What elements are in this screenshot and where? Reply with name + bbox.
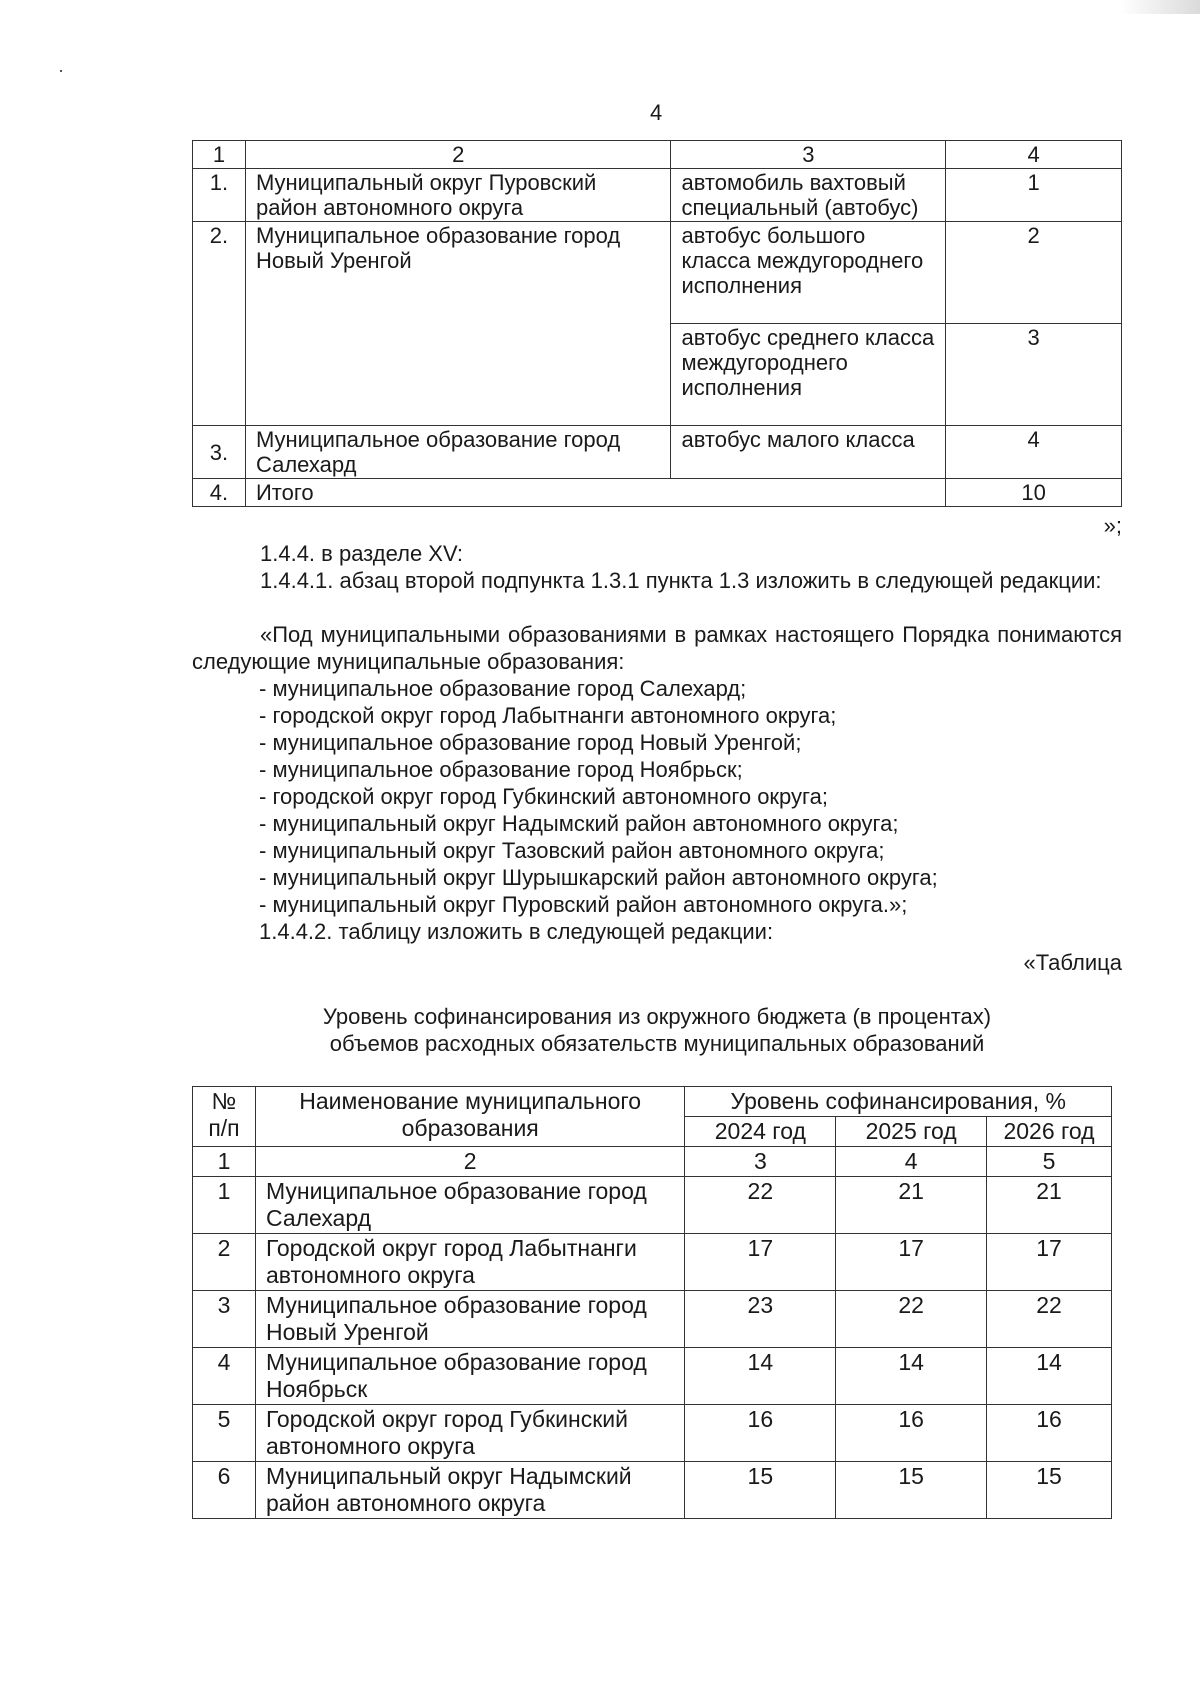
municipality-name: Городской округ город Губкинский автономного округа [255, 1405, 684, 1462]
header-number: № п/п [193, 1087, 256, 1147]
total-label: Итого [245, 479, 945, 507]
table-row [193, 1405, 1112, 1462]
table-row [193, 169, 1122, 222]
row-number: 1 [193, 1177, 256, 1234]
value-2026: 17 [987, 1234, 1112, 1291]
table-title-line: объемов расходных обязательств муниципальных образований [329, 1031, 985, 1056]
row-number: 4 [193, 1348, 256, 1405]
value-2025: 16 [836, 1405, 987, 1462]
column-number-row [193, 1147, 1112, 1177]
municipality-name: Муниципальное образование город Салехард [255, 1177, 684, 1234]
paragraph: «Под муниципальными образованиями в рамках настоящего Порядка понимаются следующие муниципальные образования: [192, 622, 1122, 674]
row-number: 4. [193, 479, 246, 507]
header-year: 2024 год [685, 1117, 836, 1147]
value-2024: 17 [685, 1234, 836, 1291]
vehicle-count: 2 [946, 222, 1122, 324]
vehicle-count: 1 [946, 169, 1122, 222]
closing-quote: »; [1103, 513, 1122, 538]
value-2026: 22 [987, 1291, 1112, 1348]
row-number: 3. [193, 426, 246, 479]
header-cell: 4 [946, 141, 1122, 169]
value-2024: 23 [685, 1291, 836, 1348]
value-2026: 14 [987, 1348, 1112, 1405]
column-number: 4 [836, 1147, 987, 1177]
value-2024: 22 [685, 1177, 836, 1234]
vehicle-type: автобус большого класса междугороднего исполнения [671, 222, 946, 324]
total-count: 10 [946, 479, 1122, 507]
vehicle-count: 4 [946, 426, 1122, 479]
vehicle-type: автомобиль вахтовый специальный (автобус) [671, 169, 946, 222]
table-row [193, 1177, 1112, 1234]
table-header-row [193, 1087, 1112, 1117]
value-2025: 14 [836, 1348, 987, 1405]
value-2025: 17 [836, 1234, 987, 1291]
value-2026: 16 [987, 1405, 1112, 1462]
header-year: 2025 год [836, 1117, 987, 1147]
list-item: - муниципальное образование город Салехард; [259, 676, 747, 701]
list-item: - муниципальный округ Шурышкарский район автономного округа; [259, 865, 938, 890]
row-number: 5 [193, 1405, 256, 1462]
row-number: 6 [193, 1462, 256, 1519]
row-number: 2 [193, 1234, 256, 1291]
value-2026: 15 [987, 1462, 1112, 1519]
header-municipality: Наименование муниципального образования [255, 1087, 684, 1147]
table-title-line: Уровень софинансирования из окружного бюджета (в процентах) [322, 1004, 992, 1029]
table-row [193, 1291, 1112, 1348]
paragraph: 1.4.4.1. абзац второй подпункта 1.3.1 пункта 1.3 изложить в следующей редакции: [260, 568, 1102, 593]
list-item: - муниципальный округ Пуровский район автономного округа.»; [259, 892, 908, 917]
scan-artifact [1120, 0, 1200, 14]
value-2024: 16 [685, 1405, 836, 1462]
table-total-row [193, 479, 1122, 507]
table-row [193, 1234, 1112, 1291]
value-2026: 21 [987, 1177, 1112, 1234]
header-level: Уровень софинансирования, % [685, 1087, 1112, 1117]
municipality-name: Муниципальное образование город Новый Уренгой [245, 222, 671, 426]
list-item: - городской округ город Губкинский автономного округа; [259, 784, 828, 809]
value-2025: 15 [836, 1462, 987, 1519]
header-cell: 1 [193, 141, 246, 169]
list-item: - городской округ город Лабытнанги автономного округа; [259, 703, 837, 728]
table-label: «Таблица [1023, 950, 1122, 975]
municipality-name: Городской округ город Лабытнанги автономного округа [255, 1234, 684, 1291]
vehicle-type: автобус среднего класса междугороднего исполнения [671, 324, 946, 426]
value-2024: 15 [685, 1462, 836, 1519]
list-item: - муниципальный округ Надымский район автономного округа; [259, 811, 899, 836]
header-cell: 3 [671, 141, 946, 169]
column-number: 2 [255, 1147, 684, 1177]
header-year: 2026 год [987, 1117, 1112, 1147]
municipality-name: Муниципальное образование город Салехард [245, 426, 671, 479]
table-row [193, 426, 1122, 479]
value-2025: 21 [836, 1177, 987, 1234]
table-header-row [193, 141, 1122, 169]
vehicle-type: автобус малого класса [671, 426, 946, 479]
row-number: 1. [193, 169, 246, 222]
value-2024: 14 [685, 1348, 836, 1405]
header-cell: 2 [245, 141, 671, 169]
column-number: 5 [987, 1147, 1112, 1177]
row-number: 2. [193, 222, 246, 426]
paragraph: 1.4.4.2. таблицу изложить в следующей редакции: [259, 919, 774, 944]
scan-speck [60, 70, 62, 72]
municipality-name: Муниципальное образование город Ноябрьск [255, 1348, 684, 1405]
table-row [193, 1462, 1112, 1519]
municipality-name: Муниципальный округ Пуровский район автономного округа [245, 169, 671, 222]
page-number: 4 [650, 100, 663, 125]
table-row [193, 1348, 1112, 1405]
list-item: - муниципальный округ Тазовский район автономного округа; [259, 838, 885, 863]
paragraph: 1.4.4. в разделе XV: [260, 541, 463, 566]
column-number: 3 [685, 1147, 836, 1177]
municipality-name: Муниципальный округ Надымский район автономного округа [255, 1462, 684, 1519]
value-2025: 22 [836, 1291, 987, 1348]
table-row [193, 222, 1122, 324]
municipality-name: Муниципальное образование город Новый Уренгой [255, 1291, 684, 1348]
list-item: - муниципальное образование город Новый Уренгой; [259, 730, 802, 755]
vehicle-count: 3 [946, 324, 1122, 426]
vehicle-distribution-table [192, 140, 1122, 507]
column-number: 1 [193, 1147, 256, 1177]
row-number: 3 [193, 1291, 256, 1348]
list-item: - муниципальное образование город Ноябрьск; [259, 757, 743, 782]
cofinancing-table [192, 1086, 1112, 1519]
